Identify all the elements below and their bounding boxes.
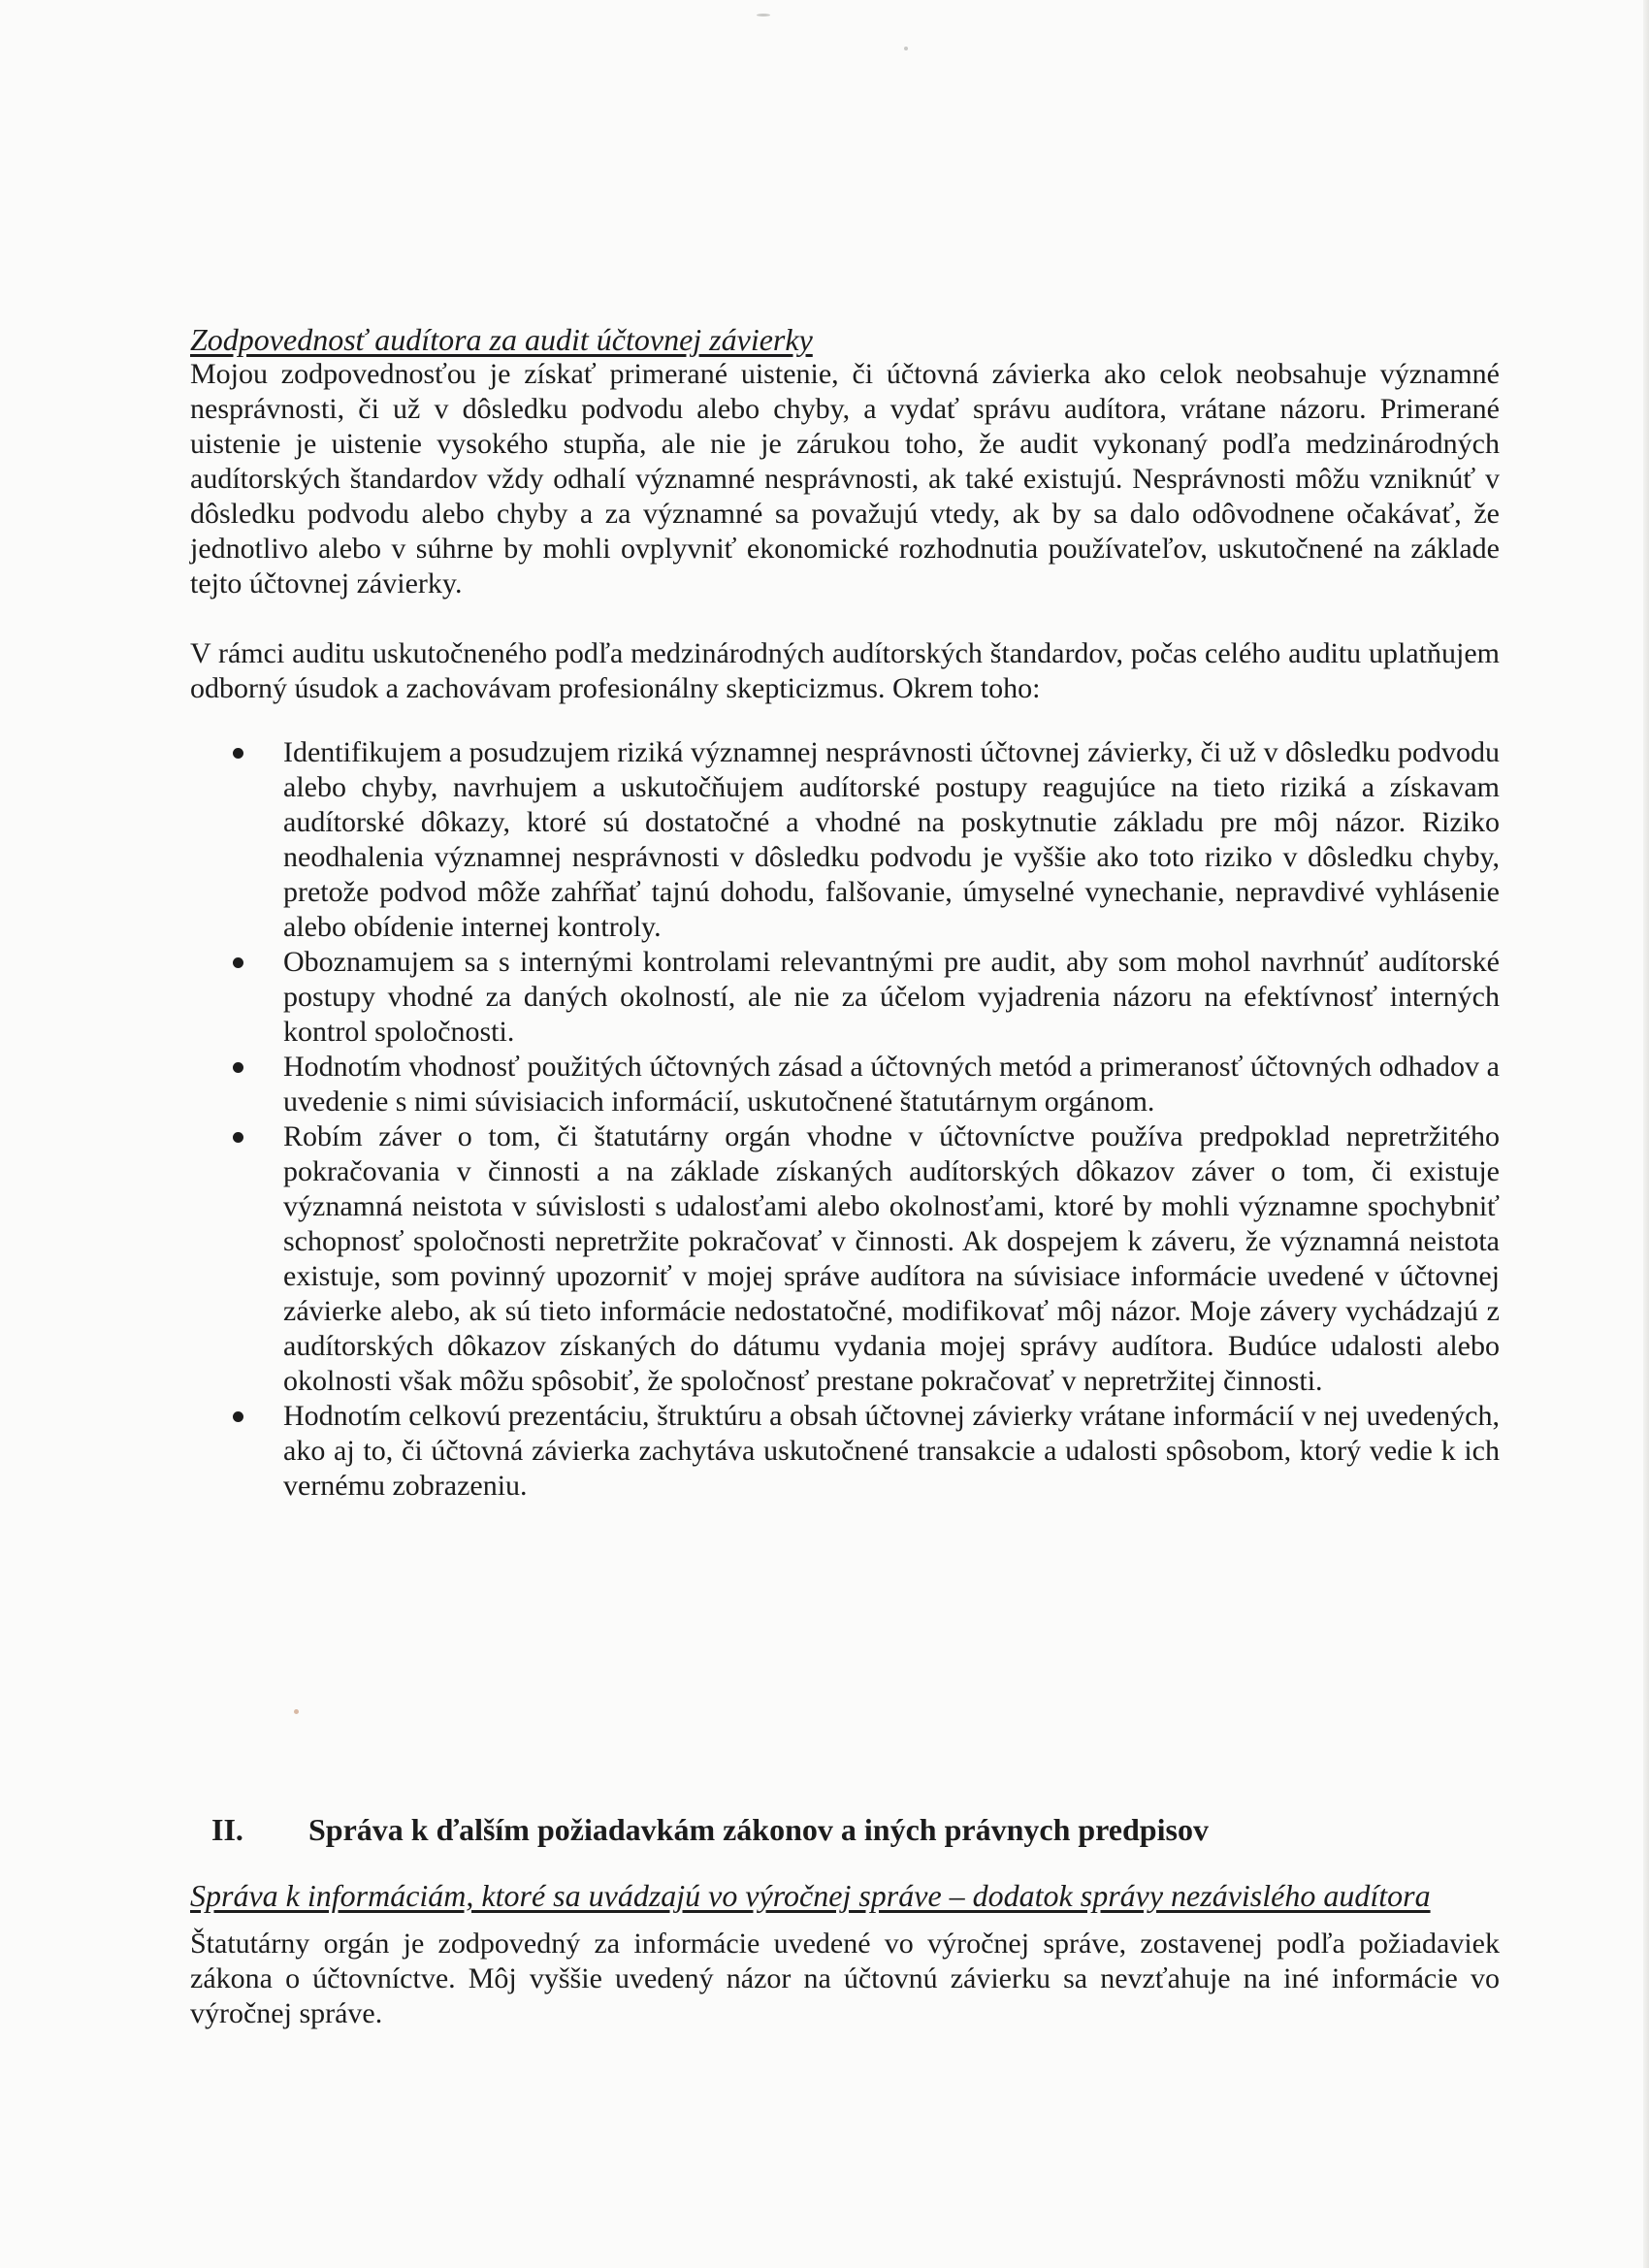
bullet-icon: [233, 748, 243, 759]
list-item-text: Oboznamujem sa s internými kontrolami relevantnými pre audit, aby som mohol navrhnúť audítorské postupy vhodné za daných okolností, ale nie za účelom vyjadrenia názoru na efektívnosť interných kontrol spoločnosti.: [283, 946, 1500, 1048]
section-number: II.: [211, 1812, 243, 1847]
annual-report-paragraph: Štatutárny orgán je zodpovedný za informácie uvedené vo výročnej správe, zostavenej podľa požiadaviek zákona o účtovníctve. Môj vyššie uvedený názor na účtovnú závierku sa nevzťahuje na iné informácie vo výročnej správe.: [190, 1928, 1500, 2029]
scan-speck: [294, 1709, 299, 1714]
list-item-text: Robím záver o tom, či štatutárny orgán vhodne v účtovníctve používa predpoklad nepretržitého pokračovania v činnosti a na základe získaných audítorských dôkazov záver o tom, či existuje významná neistota v súvislosti s udalosťami alebo okolnosťami, ktoré by mohli významne spochybniť schopnosť spoločnosti nepretržite pokračovať v činnosti. Ak dospejem k záveru, že významná neistota existuje, som povinný upozorniť v mojej správe audítora na súvisiace informácie uvedené v účtovnej závierke alebo, ak sú tieto informácie nedostatočné, modifikovať môj názor. Moje závery vychádzajú z audítorských dôkazov získaných do dátumu vydania mojej správy audítora. Budúce udalosti alebo okolnosti však môžu spôsobiť, že spoločnosť prestane pokračovať v nepretržitej činnosti.: [283, 1120, 1500, 1397]
list-item-text: Identifikujem a posudzujem riziká významnej nesprávnosti účtovnej závierky, či už v dôsledku podvodu alebo chyby, navrhujem a uskutočňujem audítorské postupy reagujúce na tieto riziká a získavam audítorské dôkazy, ktoré sú dostatočné a vhodné na poskytnutie základu pre môj názor. Riziko neodhalenia významnej nesprávnosti v dôsledku podvodu je vyššie ako toto riziko v dôsledku chyby, pretože podvod môže zahŕňať tajnú dohodu, falšovanie, úmyselné vynechanie, nepravdivé vyhlásenie alebo obídenie internej kontroly.: [283, 736, 1500, 943]
list-item: [190, 735, 1500, 945]
audit-scope-paragraph: V rámci auditu uskutočneného podľa medzinárodných audítorských štandardov, počas celého auditu uplatňujem odborný úsudok a zachovávam profesionálny skepticizmus. Okrem toho:: [190, 637, 1500, 704]
annual-report-subheading: Správa k informáciám, ktoré sa uvádzajú vo výročnej správe – dodatok správy nezávislého audítora: [190, 1878, 1431, 1913]
bullet-icon: [233, 1411, 243, 1422]
section-title: Správa k ďalším požiadavkám zákonov a iných právnych predpisov: [308, 1812, 1209, 1847]
list-item-text: Hodnotím vhodnosť použitých účtovných zásad a účtovných metód a primeranosť účtovných odhadov a uvedenie s nimi súvisiacich informácií, uskutočnené štatutárnym orgánom.: [283, 1051, 1500, 1118]
bullet-icon: [233, 1062, 243, 1073]
scan-edge-shadow: [1643, 0, 1649, 2268]
auditor-responsibility-paragraph: Mojou zodpovednosťou je získať primerané uistenie, či účtovná závierka ako celok neobsahuje významné nesprávnosti, či už v dôsledku podvodu alebo chyby, a vydať správu audítora, vrátane názoru. Primerané uistenie je uistenie vysokého stupňa, ale nie je zárukou toho, že audit vykonaný podľa medzinárodných audítorských štandardov vždy odhalí významné nesprávnosti, ak také existujú. Nesprávnosti môžu vzniknúť v dôsledku podvodu alebo chyby a za významné sa považujú vtedy, ak by sa dalo odôvodnene očakávať, že jednotlivo alebo v súhrne by mohli ovplyvniť ekonomické rozhodnutia používateľov, uskutočnené na základe tejto účtovnej závierky.: [190, 358, 1500, 599]
list-item: [190, 1119, 1500, 1399]
list-item: [190, 1050, 1500, 1119]
audit-procedures-list: [190, 735, 1500, 1504]
auditor-responsibility-section: [190, 322, 1500, 1504]
section-ii-heading: [211, 1810, 1472, 1849]
list-item: [190, 1399, 1500, 1504]
auditor-responsibility-subheading: Zodpovednosť audítora za audit účtovnej závierky: [190, 322, 813, 357]
scan-speck: [904, 47, 908, 50]
list-item: [190, 945, 1500, 1050]
scan-speck: [757, 14, 770, 16]
bullet-icon: [233, 1132, 243, 1143]
bullet-icon: [233, 957, 243, 968]
annual-report-section: [190, 1878, 1500, 2031]
list-item-text: Hodnotím celkovú prezentáciu, štruktúru a obsah účtovnej závierky vrátane informácií v nej uvedených, ako aj to, či účtovná závierka zachytáva uskutočnené transakcie a udalosti spôsobom, ktorý vedie k ich vernému zobrazeniu.: [283, 1400, 1500, 1502]
